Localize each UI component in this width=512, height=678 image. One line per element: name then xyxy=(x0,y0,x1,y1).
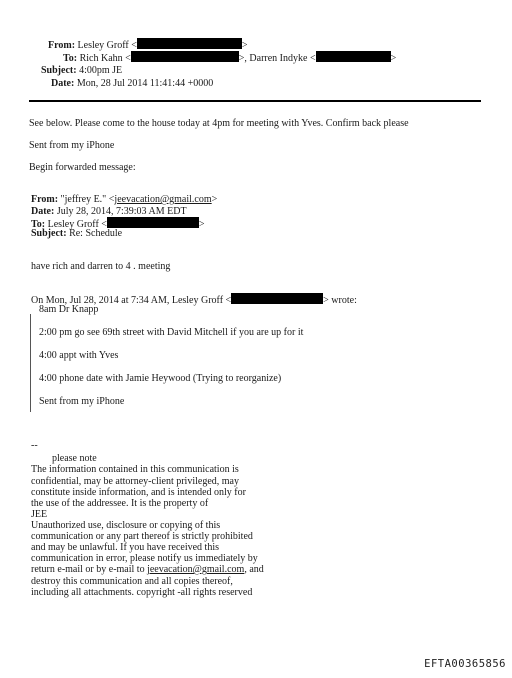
fwd-subject-label: Subject: xyxy=(31,228,67,239)
notify-pre: return e-mail or by e-mail to xyxy=(31,564,148,575)
redaction-box xyxy=(107,217,199,228)
quote-line: Sent from my iPhone xyxy=(39,396,125,407)
quote-intro-text: On Mon, Jul 28, 2014 at 7:34 AM, Lesley Groff < xyxy=(31,295,232,306)
reply-line: have rich and darren to 4 . meeting xyxy=(31,261,171,272)
redaction-box xyxy=(231,293,323,304)
fwd-from-label: From: xyxy=(31,194,59,205)
disclaimer-notify xyxy=(31,564,264,576)
fwd-from-name: "jeffrey E." < xyxy=(60,194,115,205)
disclaimer-line: communication or any part thereof is strictly prohibited xyxy=(31,531,253,542)
disclaimer-line: Unauthorized use, disclosure or copying of this xyxy=(31,520,221,531)
quote-line: 4:00 appt with Yves xyxy=(39,350,119,361)
date-label: Date: xyxy=(51,78,75,89)
fwd-from xyxy=(31,194,217,206)
redaction-box xyxy=(137,38,242,49)
fwd-from-end: > xyxy=(211,194,218,205)
redaction-box xyxy=(131,51,239,62)
disclaimer-line: the use of the addressee. It is the property of xyxy=(31,498,209,509)
quote-line: 4:00 phone date with Jamie Heywood (Trying to reorganize) xyxy=(39,373,282,384)
header-to: To: Rich Kahn < >, Darren Indyke < > xyxy=(63,53,397,64)
quote-bar xyxy=(30,314,31,412)
disclaimer-line: constitute inside information, and is intended only for xyxy=(31,487,246,498)
disclaimer-line: destroy this communication and all copies thereof, xyxy=(31,576,233,587)
quote-line: 2:00 pm go see 69th street with David Mitchell if you are up for it xyxy=(39,327,304,338)
disclaimer-line: including all attachments. copyright -all rights reserved xyxy=(31,587,253,598)
to-cc: >, Darren Indyke < xyxy=(238,53,316,64)
redaction-box xyxy=(316,51,391,62)
quote-wrote: > wrote: xyxy=(323,295,357,306)
signature-note: please note xyxy=(52,453,97,464)
subject-label: Subject: xyxy=(41,65,77,76)
fwd-to-label: To: xyxy=(31,219,46,230)
fwd-date-label: Date: xyxy=(31,206,55,217)
date-value: Mon, 28 Jul 2014 11:41:44 +0000 xyxy=(76,78,214,89)
subject-value: 4:00pm JE xyxy=(79,65,123,76)
header-from: From: Lesley Groff < > xyxy=(48,40,248,51)
disclaimer-line: confidential, may be attorney-client privileged, may xyxy=(31,476,239,487)
fwd-date-value: July 28, 2014, 7:39:03 AM EDT xyxy=(56,206,187,217)
body-line: See below. Please come to the house today at 4pm for meeting with Yves. Confirm back please xyxy=(29,118,409,129)
fwd-subject xyxy=(31,228,122,240)
sent-from-line: Sent from my iPhone xyxy=(29,140,115,151)
from-label: From: xyxy=(48,40,76,51)
header-subject xyxy=(41,64,122,77)
header-divider xyxy=(29,100,481,102)
disclaimer-line: The information contained in this communication is xyxy=(31,464,239,475)
disclaimer-line: and may be unlawful. If you have received this xyxy=(31,542,219,553)
fwd-from-email[interactable]: jeevacation@gmail.com xyxy=(114,194,212,205)
disclaimer-line: JEE xyxy=(31,509,48,520)
fwd-to: To: Lesley Groff < > xyxy=(31,219,205,230)
fwd-to-value: Lesley Groff < xyxy=(47,219,107,230)
notify-email-link[interactable]: jeevacation@gmail.com xyxy=(147,564,245,575)
from-value: Lesley Groff < xyxy=(77,40,137,51)
fwd-subject-value: Re: Schedule xyxy=(69,228,123,239)
to-value: Rich Kahn < xyxy=(79,53,131,64)
notify-post: , and xyxy=(244,564,264,575)
disclaimer-line: communication in error, please notify us immediately by xyxy=(31,553,258,564)
to-label: To: xyxy=(63,53,78,64)
signature-dashes: -- xyxy=(31,440,38,451)
header-date xyxy=(51,77,213,90)
quote-line: 8am Dr Knapp xyxy=(39,304,99,315)
document-id: EFTA00365856 xyxy=(424,658,506,670)
forwarded-message-line: Begin forwarded message: xyxy=(29,162,136,173)
